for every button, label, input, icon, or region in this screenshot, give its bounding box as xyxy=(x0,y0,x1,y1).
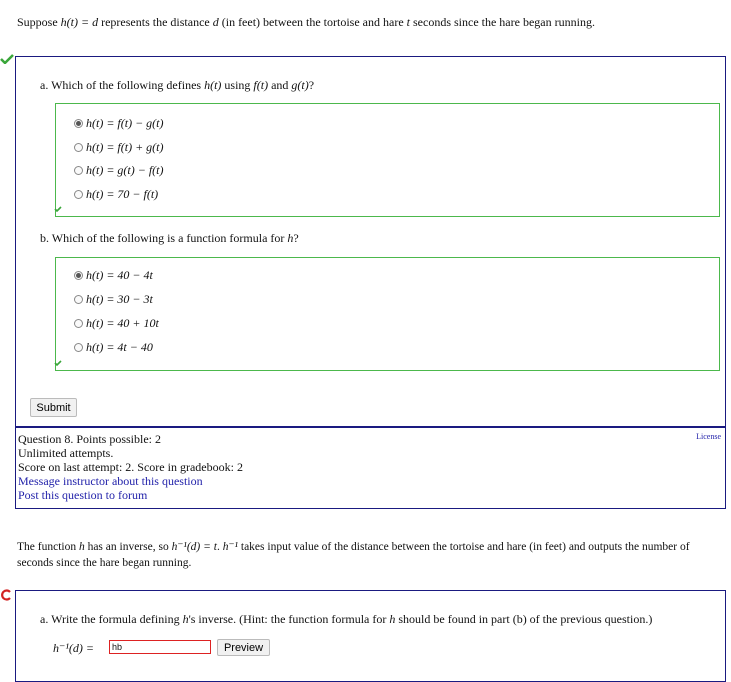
post-to-forum-link[interactable]: Post this question to forum xyxy=(18,488,148,502)
radio-button[interactable] xyxy=(74,295,83,304)
intro-text: Suppose xyxy=(17,15,61,29)
intro-math-d: d xyxy=(212,15,219,29)
inverse-description: The function h has an inverse, so h⁻¹(d) = t. h⁻¹ takes input value of the distance between the tortoise and hare (in feet) and outputs the number of seconds since the hare began running. xyxy=(17,541,690,569)
part-a-choices xyxy=(55,103,720,217)
inverse-lhs: h⁻¹(d) = xyxy=(53,641,95,655)
part-a-option[interactable]: h(t) = g(t) − f(t) xyxy=(74,163,164,178)
part-b-choices xyxy=(55,257,720,371)
part-b-question: b. Which of the following is a function formula for h? xyxy=(40,231,299,245)
retry-icon xyxy=(0,589,12,601)
part-b-option[interactable]: h(t) = 30 − 3t xyxy=(74,292,153,307)
correct-check-icon xyxy=(54,360,62,366)
part-a-question: a. Which of the following defines h(t) using f(t) and g(t)? xyxy=(40,78,315,92)
intro-math-h: h(t) = d xyxy=(60,15,99,29)
radio-button[interactable] xyxy=(74,319,83,328)
intro-text: seconds since the hare began running. xyxy=(410,15,595,29)
part-a2-question: a. Write the formula defining h's inverse. (Hint: the function formula for h should be found in part (b) of the previous question.) xyxy=(40,612,653,626)
correct-check-icon xyxy=(54,206,62,212)
part-a-option[interactable]: h(t) = 70 − f(t) xyxy=(74,187,158,202)
part-b-option[interactable]: h(t) = 40 + 10t xyxy=(74,316,159,331)
question-box-2 xyxy=(15,590,726,682)
preview-button[interactable]: Preview xyxy=(217,639,270,656)
radio-button[interactable] xyxy=(74,143,83,152)
intro-text: (in feet) between the tortoise and hare xyxy=(218,15,407,29)
intro-math-t: t xyxy=(406,15,410,29)
radio-button[interactable] xyxy=(74,271,83,280)
part-a-option[interactable]: h(t) = f(t) + g(t) xyxy=(74,140,164,155)
question-box xyxy=(15,56,726,427)
intro-text: represents the distance xyxy=(98,15,213,29)
license-link[interactable]: License xyxy=(696,432,721,441)
problem-intro xyxy=(17,15,595,30)
part-b-option[interactable]: h(t) = 4t − 40 xyxy=(74,340,153,355)
radio-button[interactable] xyxy=(74,190,83,199)
radio-button[interactable] xyxy=(74,343,83,352)
score-info: Score on last attempt: 2. Score in gradebook: 2 xyxy=(18,460,243,474)
answer-input[interactable]: hb xyxy=(109,640,211,654)
question-info-box xyxy=(15,427,726,509)
message-instructor-link[interactable]: Message instructor about this question xyxy=(18,474,203,488)
submit-button[interactable]: Submit xyxy=(30,398,77,417)
part-a-option[interactable]: h(t) = f(t) − g(t) xyxy=(74,116,164,131)
radio-button[interactable] xyxy=(74,119,83,128)
attempts-info: Unlimited attempts. xyxy=(18,446,114,460)
part-b-option[interactable]: h(t) = 40 − 4t xyxy=(74,268,153,283)
correct-check-icon xyxy=(0,54,14,64)
question-points: Question 8. Points possible: 2 xyxy=(18,432,162,446)
radio-button[interactable] xyxy=(74,166,83,175)
